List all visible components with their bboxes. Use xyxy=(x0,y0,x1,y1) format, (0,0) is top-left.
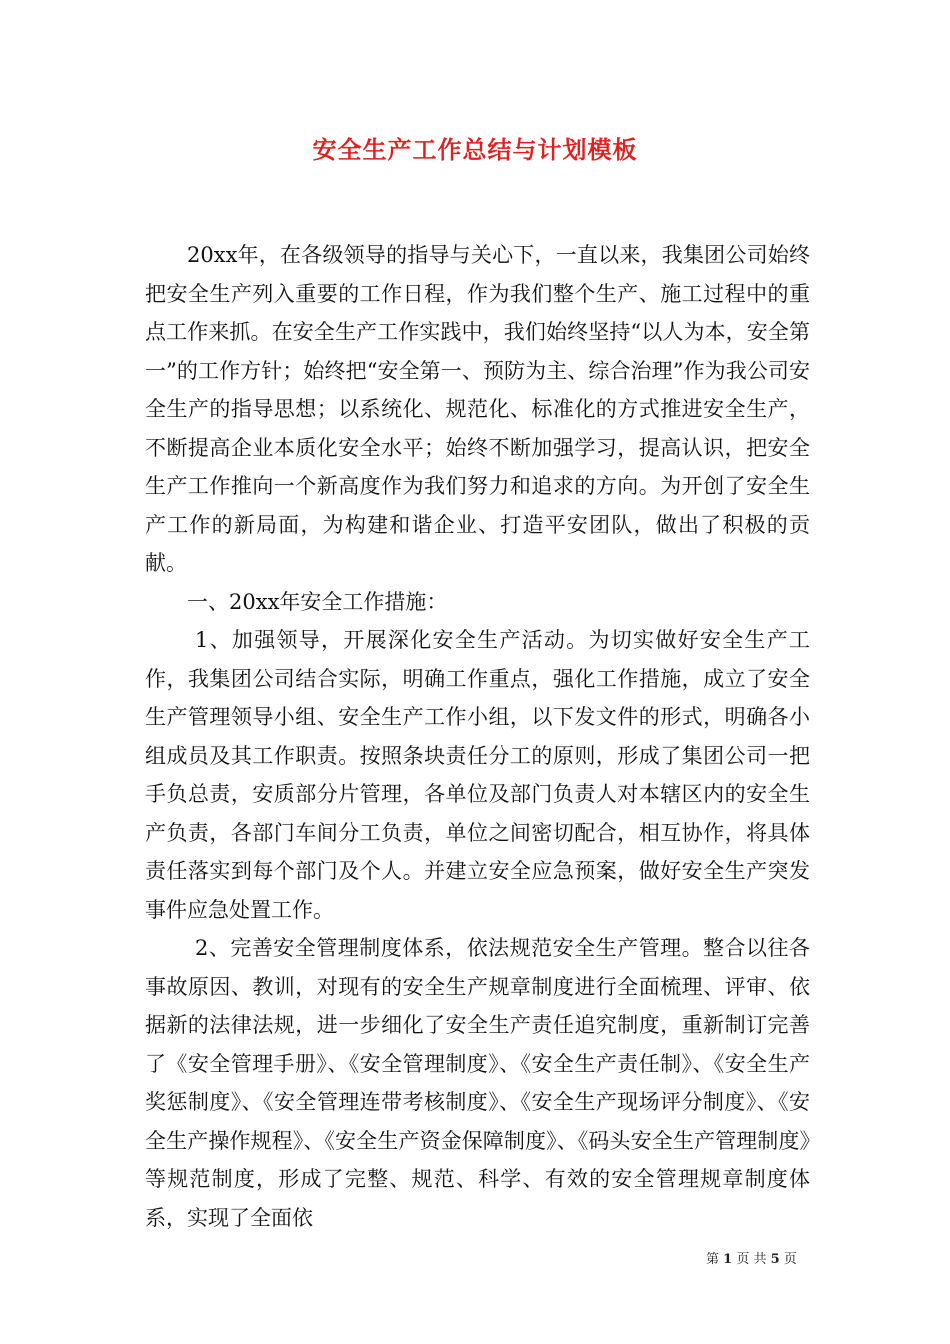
footer-prefix: 第 xyxy=(706,1252,720,1267)
item-paragraph-2: 2、完善安全管理制度体系，依法规范安全生产管理。整合以往各事故原因、教训，对现有的安全生产规章制度进行全面梳理、评审、依据新的法律法规，进一步细化了安全生产责任追究制度，重新制订完善了《安全管理手册》、《安全管理制度》、《安全生产责任制》、《安全生产奖惩制度》、《安全管理连带考核制度》、《安全生产现场评分制度》、《安全生产操作规程》、《安全生产资金保障制度》、《码头安全生产管理制度》等规范制度，形成了完整、规范、科学、有效的安全管理规章制度体系，实现了全面依 xyxy=(145,936,810,1230)
footer-current-page: 1 xyxy=(723,1252,733,1267)
document-body xyxy=(145,236,810,1237)
document-title: 安全生产工作总结与计划模板 xyxy=(312,135,638,164)
page-number-footer xyxy=(706,1248,797,1267)
intro-paragraph: 20xx年，在各级领导的指导与关心下，一直以来，我集团公司始终把安全生产列入重要的工作日程，作为我们整个生产、施工过程中的重点工作来抓。在安全生产工作实践中，我们始终坚持“以人为本，安全第一”的工作方针；始终把“安全第一、预防为主、综合治理”作为我公司安全生产的指导思想；以系统化、规范化、标准化的方式推进安全生产，不断提高企业本质化安全水平；始终不断加强学习，提高认识，把安全生产工作推向一个新高度作为我们努力和追求的方向。为开创了安全生产工作的新局面，为构建和谐企业、打造平安团队，做出了积极的贡献。 xyxy=(145,243,810,575)
footer-total-pages: 5 xyxy=(770,1252,780,1267)
footer-suffix: 页 xyxy=(783,1252,797,1267)
item-paragraph-1: 1、加强领导，开展深化安全生产活动。为切实做好安全生产工作，我集团公司结合实际，明确工作重点，强化工作措施，成立了安全生产管理领导小组、安全生产工作小组，以下发文件的形式，明确各小组成员及其工作职责。按照条块责任分工的原则，形成了集团公司一把手负总责，安质部分片管理，各单位及部门负责人对本辖区内的安全生产负责，各部门车间分工负责，单位之间密切配合，相互协作，将具体责任落实到每个部门及个人。并建立安全应急预案，做好安全生产突发事件应急处置工作。 xyxy=(145,628,810,922)
footer-middle: 页 共 xyxy=(736,1252,767,1267)
section-heading: 一、20xx年安全工作措施： xyxy=(187,589,448,614)
